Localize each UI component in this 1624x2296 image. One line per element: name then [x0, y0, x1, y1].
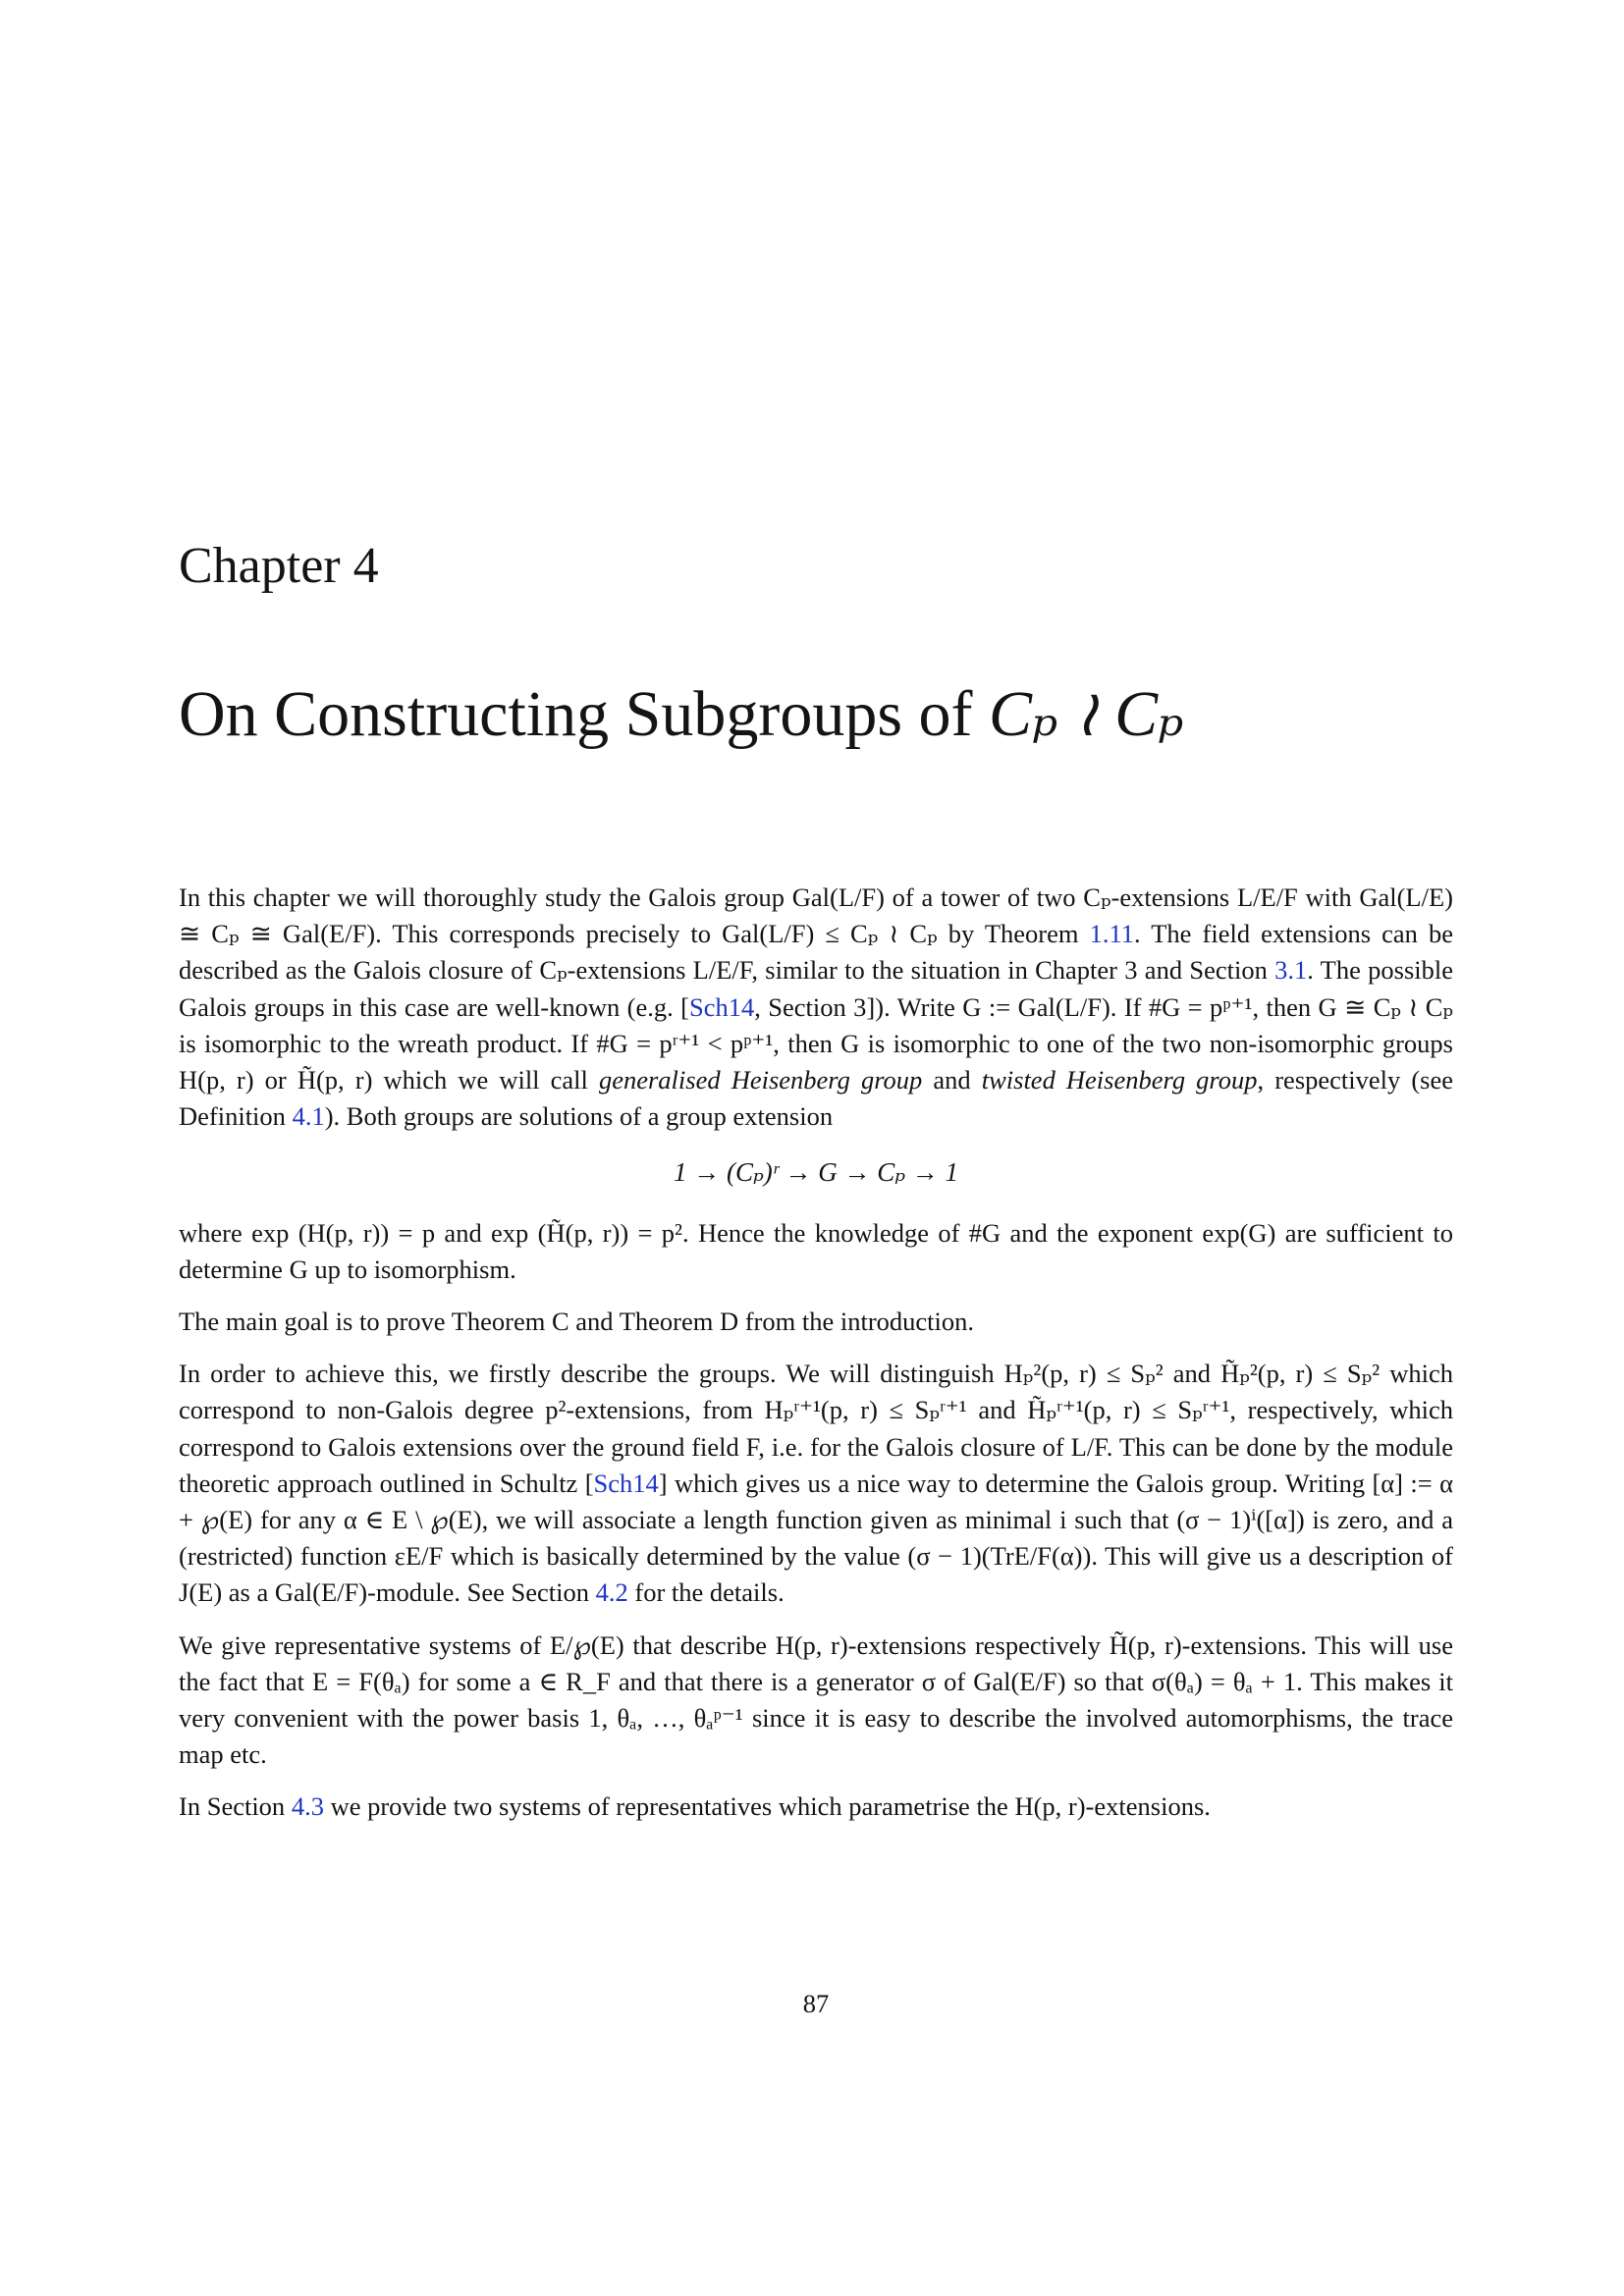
- ref-section-4-2[interactable]: 4.2: [595, 1577, 628, 1608]
- paragraph-representatives: We give representative systems of E/℘(E) that describe H(p, r)-extensions respectively H̃(p, r)-extensions. This will use the fact that E = F(θₐ) for some a ∈ R_F and that there is a generator σ of Gal(E/F) so that σ(θₐ) = θₐ + 1. This makes it very convenient with the power basis 1, θₐ, …, θₐᵖ⁻¹ since it is easy to describe the involved automorphisms, the trace map etc.: [179, 1629, 1453, 1770]
- text-run: In Section: [179, 1791, 292, 1822]
- text-run: we provide two systems of representatives which parametrise the H(p, r)-extensions.: [323, 1791, 1211, 1822]
- text-run: ). Both groups are solutions of a group extension: [324, 1101, 834, 1132]
- paragraph-section-4-3: [179, 1789, 1453, 1825]
- ref-theorem-1-11[interactable]: 1.11: [1089, 919, 1134, 949]
- ref-section-4-3[interactable]: 4.3: [291, 1791, 324, 1822]
- ref-citation-sch14[interactable]: Sch14: [688, 991, 755, 1022]
- ref-section-3-1[interactable]: 3.1: [1274, 955, 1308, 986]
- paragraph-intro: [179, 880, 1453, 1135]
- text-run: . The possible Galois groups in this case are well-known (e.g. [: [179, 955, 1453, 1022]
- paragraph-exponent: where exp (H(p, r)) = p and exp (H̃(p, r)) = p². Hence the knowledge of #G and the exponent exp(G) are sufficient to determine G up to isomorphism.: [179, 1217, 1453, 1284]
- text-run: . The field extensions can be described as the Galois closure of Cₚ-extensions L/E/F, similar to the situation in Chapter 3 and Section: [179, 919, 1453, 986]
- text-run: for the details.: [627, 1577, 785, 1608]
- text-run: , respectively (see Definition: [179, 1065, 1453, 1132]
- term-twisted-heisenberg: twisted Heisenberg group: [981, 1065, 1258, 1095]
- document-page: [179, 0, 1453, 2296]
- text-run: and: [922, 1065, 982, 1095]
- paragraph-approach: [179, 1356, 1453, 1611]
- chapter-body: [179, 880, 1453, 1842]
- ref-citation-sch14-2[interactable]: Sch14: [593, 1468, 659, 1498]
- display-equation: 1 → (Cₚ)ʳ → G → Cₚ → 1: [673, 1157, 959, 1188]
- chapter-label: Chapter 4: [179, 538, 379, 594]
- text-run: In order to achieve this, we firstly describe the groups. We will distinguish Hₚ²(p, r) ≤ Sₚ² and H̃ₚ²(p, r) ≤ Sₚ² which correspond to non-Galois degree p²-extensions, from Hₚʳ⁺¹(p, r) ≤ Sₚʳ⁺¹ and H̃ₚʳ⁺¹(p, r) ≤ Sₚʳ⁺¹, respectively, which correspond to Galois extensions over the ground field F, i.e. for the Galois closure of L/F. This can be done by the module theoretic approach outlined in Schultz [: [179, 1359, 1453, 1498]
- text-run: ] which gives us a nice way to determine the Galois group. Writing [α] := α + ℘(E) for any α ∈ E \ ℘(E), we will associate a length function given as minimal i such that (σ − 1)ⁱ([α]) is zero, and a (restricted) function εE/F which is basically determined by the value (σ − 1)(TrE/F(α)). This will give us a description of J(E) as a Gal(E/F)-module. See Section: [179, 1468, 1453, 1608]
- text-run: In this chapter we will thoroughly study the Galois group Gal(L/F) of a tower of two Cₚ-extensions L/E/F with Gal(L/E) ≅ Cₚ ≅ Gal(E/F). This corresponds precisely to Gal(L/F) ≤ Cₚ ≀ Cₚ by Theorem: [179, 882, 1453, 949]
- page-number: 87: [802, 1989, 830, 2018]
- ref-definition-4-1[interactable]: 4.1: [292, 1101, 325, 1132]
- term-generalised-heisenberg: generalised Heisenberg group: [598, 1065, 923, 1095]
- text-run: , Section 3]). Write G := Gal(L/F). If #G = pᵖ⁺¹, then G ≅ Cₚ ≀ Cₚ is isomorphic to the wreath product. If #G = pʳ⁺¹ < pᵖ⁺¹, then G is isomorphic to one of the two non-isomorphic groups H(p, r) or H̃(p, r) which we will call: [179, 991, 1454, 1095]
- chapter-title-math: Cₚ ≀ Cₚ: [989, 678, 1184, 750]
- chapter-title-text: On Constructing Subgroups of: [179, 678, 989, 750]
- paragraph-main-goal: The main goal is to prove Theorem C and Theorem D from the introduction.: [179, 1307, 975, 1337]
- chapter-title: [179, 677, 1184, 752]
